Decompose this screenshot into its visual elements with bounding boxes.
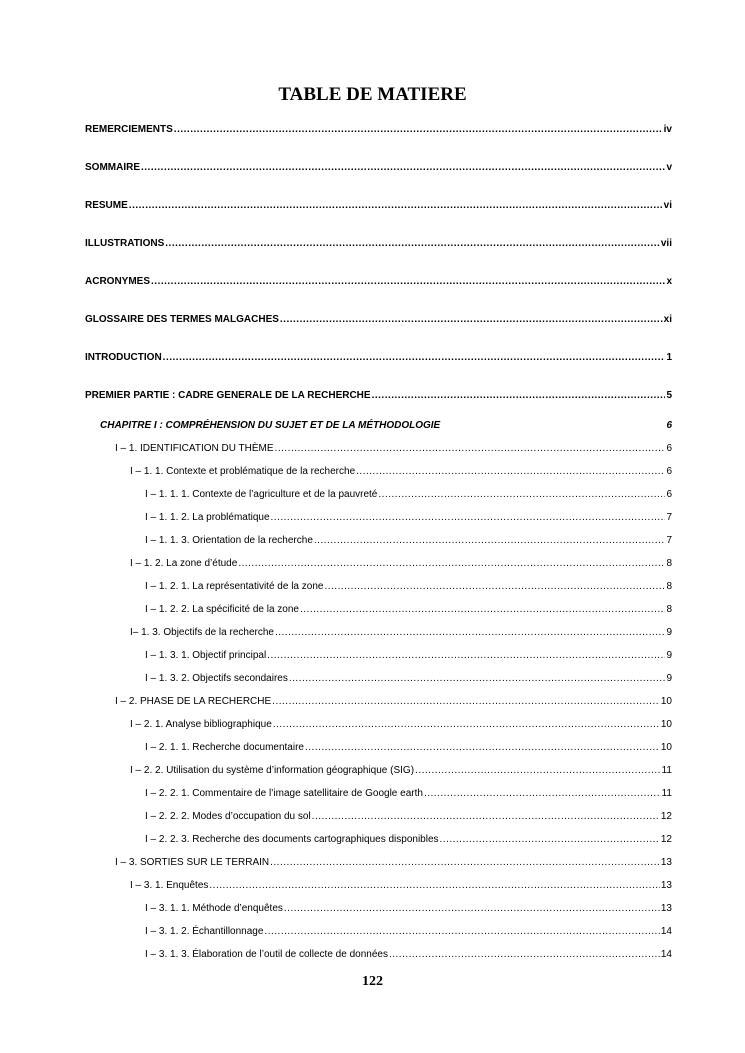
toc-entry	[145, 649, 672, 663]
toc-entry	[145, 925, 672, 939]
toc-dot-leader	[280, 313, 663, 327]
toc-entry-page: 6	[666, 443, 672, 454]
toc-entry-label: I – 1. 1. 2. La problématique	[145, 512, 270, 523]
toc-dot-leader	[300, 603, 665, 617]
toc-dot-leader	[163, 351, 666, 365]
toc-dot-leader	[129, 199, 663, 213]
toc-entry-label: I – 2. 1. 1. Recherche documentaire	[145, 742, 304, 753]
toc-dot-leader	[141, 161, 665, 175]
toc-entry-label: I– 1. 3. Objectifs de la recherche	[130, 627, 274, 638]
toc-entry-label: I – 1. 1. 1. Contexte de l’agriculture et de la pauvreté	[145, 489, 378, 500]
toc-entry	[85, 351, 672, 365]
toc-entry-label: I – 2. 2. Utilisation du système d’information géographique (SIG)	[130, 765, 415, 776]
toc-entry	[115, 695, 672, 709]
toc-dot-leader	[275, 626, 665, 640]
toc-dot-leader	[174, 123, 663, 137]
toc-entry	[85, 161, 672, 175]
toc-dot-leader	[440, 833, 660, 847]
toc-entry-label: RESUME	[85, 200, 128, 211]
toc-entry	[85, 123, 672, 137]
toc-entry-page: 11	[661, 765, 672, 776]
toc-entry	[130, 557, 672, 571]
toc-dot-leader	[289, 672, 666, 686]
toc-entry-page: 11	[661, 788, 672, 799]
toc-entry-label: REMERCIEMENTS	[85, 124, 173, 135]
toc-entry	[145, 534, 672, 548]
toc-entry	[85, 237, 672, 251]
toc-entry	[130, 718, 672, 732]
toc-dot-leader	[372, 389, 666, 403]
toc-dot-leader	[275, 442, 666, 456]
toc-dot-leader	[324, 580, 665, 594]
toc-entry-page: 10	[660, 719, 672, 730]
toc-entry	[145, 580, 672, 594]
toc-entry-label: I – 1. 2. La zone d’étude	[130, 558, 238, 569]
toc-entry	[145, 511, 672, 525]
toc-entry	[130, 626, 672, 640]
toc-entry	[130, 764, 672, 778]
toc-dot-leader	[264, 925, 659, 939]
toc-entry-page: 1	[666, 352, 672, 363]
toc-entry-label: I – 3. 1. 3. Élaboration de l’outil de collecte de données	[145, 949, 388, 960]
toc-entry-page: 9	[666, 650, 672, 661]
toc-entry-label: I – 2. PHASE DE LA RECHERCHE	[115, 696, 272, 707]
toc-entry-label: I – 2. 2. 1. Commentaire de l’image satellitaire de Google earth	[145, 788, 423, 799]
toc-dot-leader	[305, 741, 660, 755]
toc-entry-page: vii	[660, 238, 672, 249]
toc-entry-page: 12	[660, 811, 672, 822]
toc-entry-page: 6	[666, 489, 672, 500]
toc-entry-page: xi	[663, 314, 672, 325]
toc-entry	[145, 488, 672, 502]
toc-dot-leader	[378, 488, 665, 502]
toc-entry-label: I – 3. 1. 2. Échantillonnage	[145, 926, 264, 937]
toc-entry-label: GLOSSAIRE DES TERMES MALGACHES	[85, 314, 279, 325]
toc-entry	[145, 672, 672, 686]
toc-dot-leader	[273, 718, 660, 732]
toc-entry-page: 6	[666, 420, 672, 431]
toc-entry-label: INTRODUCTION	[85, 352, 162, 363]
toc-entry	[130, 465, 672, 479]
toc-dot-leader	[312, 810, 660, 824]
toc-entry	[145, 603, 672, 617]
toc-entry-page: 8	[666, 558, 672, 569]
toc-entry	[100, 419, 672, 433]
toc-entry-page: 12	[660, 834, 672, 845]
toc-entry-label: I – 1. 3. 2. Objectifs secondaires	[145, 673, 288, 684]
toc-dot-leader	[209, 879, 659, 893]
toc-entry-page: 7	[666, 512, 672, 523]
toc-entry-label: I – 3. 1. Enquêtes	[130, 880, 209, 891]
toc-entry-page: 9	[666, 673, 672, 684]
toc-entry	[115, 856, 672, 870]
toc-entry-label: ACRONYMES	[85, 276, 151, 287]
toc-entry	[145, 787, 672, 801]
toc-entry	[145, 810, 672, 824]
toc-dot-leader	[272, 695, 660, 709]
toc-dot-leader	[389, 948, 660, 962]
toc-dot-leader	[356, 465, 665, 479]
toc-entry-label: I – 1. IDENTIFICATION DU THÈME	[115, 443, 274, 454]
toc-entry-page: 14	[660, 949, 672, 960]
toc-entry-page: 8	[666, 581, 672, 592]
toc-entry	[130, 879, 672, 893]
toc-entry	[145, 902, 672, 916]
toc-entry-label: I – 1. 3. 1. Objectif principal	[145, 650, 267, 661]
toc-dot-leader	[314, 534, 666, 548]
toc-entry-label: I – 3. 1. 1. Méthode d’enquêtes	[145, 903, 283, 914]
page-number: 122	[362, 974, 383, 989]
toc-entry-label: I – 3. SORTIES SUR LE TERRAIN	[115, 857, 270, 868]
toc-entry-page: iv	[663, 124, 672, 135]
toc-dot-leader	[165, 237, 660, 251]
toc-entry	[85, 313, 672, 327]
toc-dot-leader	[271, 511, 666, 525]
toc-entry-label: I – 1. 2. 1. La représentativité de la zone	[145, 581, 324, 592]
toc-entry-page: x	[666, 276, 672, 287]
toc-entry-page: 6	[666, 466, 672, 477]
toc-entry-page: 13	[660, 857, 672, 868]
toc-entry-page: 8	[666, 604, 672, 615]
toc-entry-page: 13	[660, 880, 672, 891]
toc-entry-label: CHAPITRE I : COMPRÉHENSION DU SUJET ET DE LA MÉTHODOLOGIE	[100, 420, 441, 431]
toc-entry-page: 10	[660, 742, 672, 753]
toc-entry-label: I – 1. 1. 3. Orientation de la recherche	[145, 535, 313, 546]
toc-entry	[145, 948, 672, 962]
toc-entry-page: 10	[660, 696, 672, 707]
toc-entry	[145, 741, 672, 755]
toc-entry-label: I – 1. 2. 2. La spécificité de la zone	[145, 604, 299, 615]
toc-entry-label: I – 2. 2. 2. Modes d’occupation du sol	[145, 811, 311, 822]
toc-entry-page: vi	[663, 200, 672, 211]
toc-entry-label: I – 2. 1. Analyse bibliographique	[130, 719, 272, 730]
toc-entry-label: I – 2. 2. 3. Recherche des documents cartographiques disponibles	[145, 834, 439, 845]
toc-entry-page: 5	[666, 390, 672, 401]
toc-dot-leader	[270, 856, 660, 870]
toc-entry	[115, 442, 672, 456]
toc-entry-label: PREMIER PARTIE : CADRE GENERALE DE LA RECHERCHE	[85, 390, 371, 401]
toc-entry	[85, 275, 672, 289]
toc-entry-page: v	[666, 162, 672, 173]
toc-entry-page: 7	[666, 535, 672, 546]
toc-dot-leader	[151, 275, 665, 289]
toc-entry	[145, 833, 672, 847]
toc-entry-label: SOMMAIRE	[85, 162, 140, 173]
toc-entry-label: I – 1. 1. Contexte et problématique de la recherche	[130, 466, 356, 477]
toc-entry-page: 13	[660, 903, 672, 914]
toc-entry-page: 14	[660, 926, 672, 937]
toc-dot-leader	[238, 557, 665, 571]
page-title: TABLE DE MATIERE	[278, 84, 467, 105]
toc-dot-leader	[424, 787, 661, 801]
toc-dot-leader	[415, 764, 661, 778]
toc-dot-leader	[267, 649, 665, 663]
toc-dot-leader	[284, 902, 660, 916]
toc-entry-label: ILLUSTRATIONS	[85, 238, 165, 249]
toc-entry	[85, 199, 672, 213]
toc-entry	[85, 389, 672, 403]
toc-entry-page: 9	[666, 627, 672, 638]
